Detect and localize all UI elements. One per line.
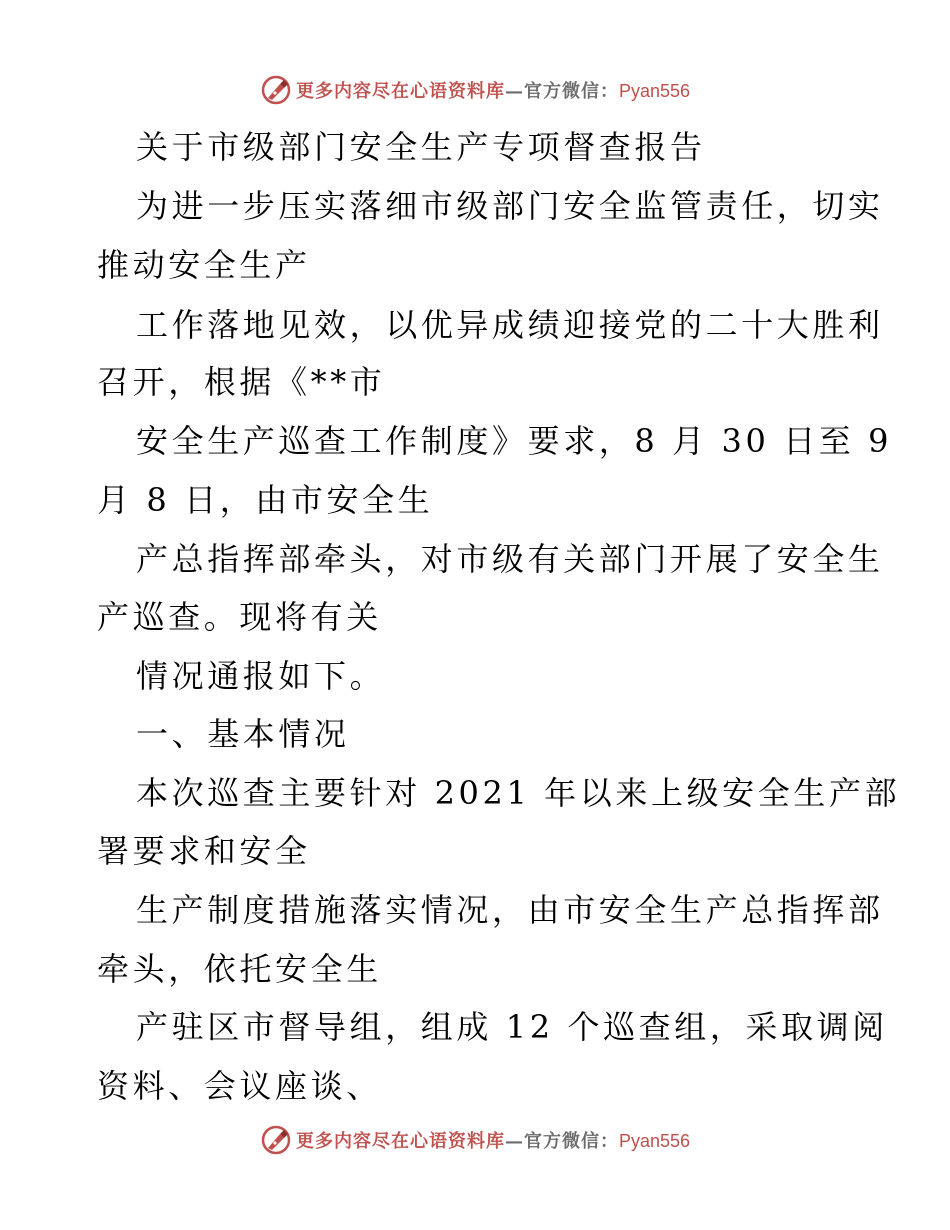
watermark-main-text: 更多内容尽在心语资料库	[295, 81, 505, 102]
watermark-dash: —	[504, 1131, 524, 1152]
pen-nib-circle-icon	[260, 74, 292, 106]
paragraph-line: 本次巡查主要针对 2021 年以来上级安全生产部	[136, 774, 901, 812]
paragraph-line: 牵头，依托安全生	[97, 950, 382, 988]
paragraph-line: 召开，根据《**市	[97, 363, 386, 401]
watermark-dash: —	[504, 81, 524, 102]
paragraph-line: 月 8 日，由市安全生	[97, 481, 434, 519]
footer-watermark	[0, 1120, 950, 1160]
document-title: 关于市级部门安全生产专项督查报告	[136, 128, 706, 166]
section-heading: 一、基本情况	[136, 715, 350, 753]
watermark-official-label: 官方微信：	[523, 81, 619, 102]
watermark-wechat-id: Pyan556	[618, 81, 691, 101]
paragraph-line: 资料、会议座谈、	[97, 1067, 382, 1105]
pen-nib-circle-icon	[260, 1124, 292, 1156]
paragraph-line: 产驻区市督导组，组成 12 个巡查组，采取调阅	[136, 1008, 888, 1046]
watermark-text	[296, 77, 690, 103]
paragraph-line: 安全生产巡查工作制度》要求，8 月 30 日至 9	[136, 422, 893, 460]
paragraph-line: 推动安全生产	[97, 246, 311, 284]
paragraph-line: 情况通报如下。	[136, 657, 386, 695]
paragraph-line: 产总指挥部牵头，对市级有关部门开展了安全生	[136, 540, 884, 578]
paragraph-line: 产巡查。现将有关	[97, 598, 382, 636]
watermark-official-label: 官方微信：	[523, 1131, 619, 1152]
paragraph-line: 生产制度措施落实情况，由市安全生产总指挥部	[136, 891, 884, 929]
paragraph-line: 工作落地见效，以优异成绩迎接党的二十大胜利	[136, 306, 884, 344]
header-watermark	[0, 70, 950, 110]
watermark-main-text: 更多内容尽在心语资料库	[295, 1131, 505, 1152]
paragraph-line: 为进一步压实落细市级部门安全监管责任，切实	[136, 187, 884, 225]
watermark-text	[296, 1127, 690, 1153]
watermark-wechat-id: Pyan556	[618, 1131, 691, 1151]
paragraph-line: 署要求和安全	[97, 832, 311, 870]
